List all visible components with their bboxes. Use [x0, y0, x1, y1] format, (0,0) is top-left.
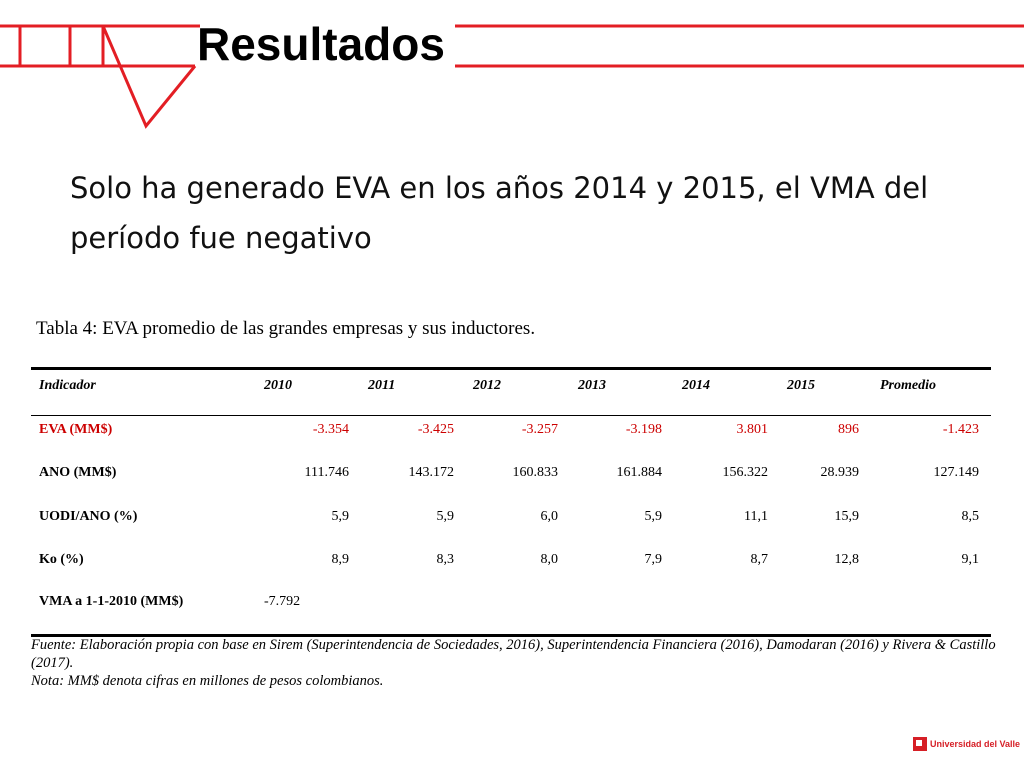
header-col-3: 2012 [473, 378, 501, 393]
table-cell: 161.884 [616, 465, 662, 480]
header-col-6: 2015 [787, 378, 815, 393]
table-cell: -1.423 [942, 422, 979, 437]
table-cell: 8,7 [750, 552, 768, 567]
table-cell: 8,9 [331, 552, 349, 567]
table-cell: 5,9 [436, 509, 454, 524]
table-cell: 3.801 [736, 422, 768, 437]
table-cell: 6,0 [540, 509, 558, 524]
table-cell: 127.149 [933, 465, 979, 480]
source-note: Fuente: Elaboración propia con base en Sirem (Superintendencia de Sociedades, 2016), Superintendencia Financiera (2016), Damodaran (2016) y Rivera & Castillo (2017). [31, 637, 996, 671]
header-col-1: 2010 [264, 378, 292, 393]
table-cell: -3.198 [625, 422, 662, 437]
header-col-5: 2014 [682, 378, 710, 393]
header-decoration [0, 0, 1024, 140]
row-label: Ko (%) [39, 552, 84, 567]
header-col-2: 2011 [368, 378, 396, 393]
row-label: EVA (MM$) [39, 422, 113, 437]
table-notes [31, 636, 1011, 690]
results-table [31, 367, 991, 637]
table-cell: 11,1 [744, 509, 768, 524]
table-cell: -7.792 [264, 594, 301, 609]
table-cell: 111.746 [304, 465, 349, 480]
table-cell: 12,8 [834, 552, 859, 567]
table-cell: 28.939 [820, 465, 859, 480]
university-logo-text: Universidad del Valle [930, 739, 1021, 749]
header-col-7: Promedio [880, 378, 936, 393]
table-cell: -3.425 [417, 422, 454, 437]
table-cell: 15,9 [834, 509, 859, 524]
table-cell: 9,1 [961, 552, 979, 567]
table-cell: 5,9 [331, 509, 349, 524]
row-label: UODI/ANO (%) [39, 509, 138, 524]
university-logo-icon [913, 737, 927, 751]
table-cell: 7,9 [644, 552, 662, 567]
table-cell: -3.257 [521, 422, 558, 437]
table-cell: 8,5 [961, 509, 979, 524]
table-cell: 160.833 [512, 465, 558, 480]
university-logo [913, 736, 1020, 752]
row-label: ANO (MM$) [39, 465, 117, 480]
header-col-4: 2013 [578, 378, 606, 393]
slide-title: Resultados [197, 18, 445, 70]
table-cell: -3.354 [312, 422, 349, 437]
row-label: VMA a 1-1-2010 (MM$) [39, 594, 184, 609]
slide-subtitle: Solo ha generado EVA en los años 2014 y 2015, el VMA del período fue negativo [70, 171, 929, 255]
unit-note: Nota: MM$ denota cifras en millones de pesos colombianos. [31, 673, 384, 689]
table-cell: 8,3 [436, 552, 454, 567]
table-caption: Tabla 4: EVA promedio de las grandes empresas y sus inductores. [36, 318, 536, 339]
header-rule [31, 415, 991, 416]
table-cell: 8,0 [540, 552, 558, 567]
table-cell: 143.172 [408, 465, 454, 480]
table-cell: 5,9 [644, 509, 662, 524]
header-indicador: Indicador [39, 378, 96, 393]
table-cell: 156.322 [722, 465, 768, 480]
table-cell: 896 [838, 422, 859, 437]
